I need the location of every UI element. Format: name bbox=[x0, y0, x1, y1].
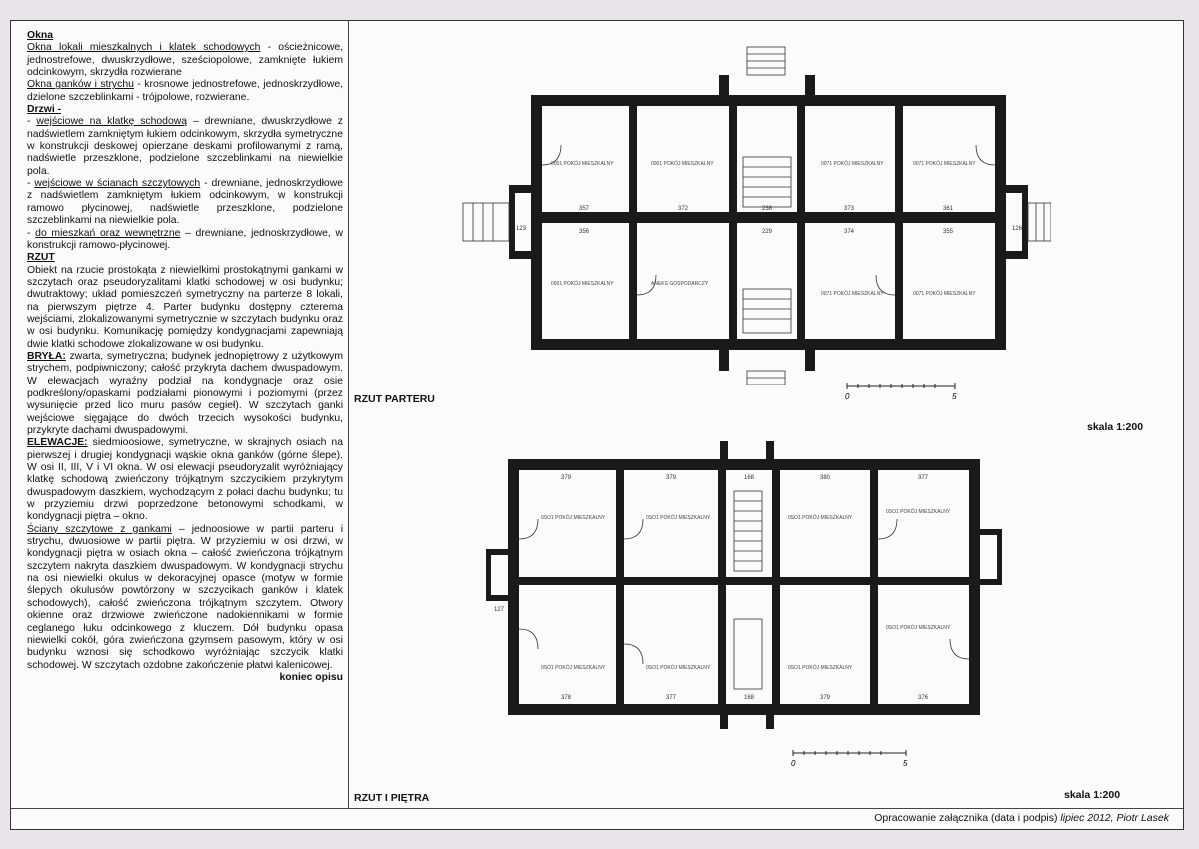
ground-scale-zero: 0 bbox=[845, 392, 850, 401]
first-floor-plan bbox=[466, 429, 1026, 729]
paragraph-sciany: Ściany szczytowe z gankami – jednoosiowe w partii parteru i strychu, dwuosiowe w partii piętra. W przyziemiu w osi drzwi, w kondygnacji piętra w osiach okna – całość zwieńczona trójkątnym szczytem nakryta daszkiem dwuspadowym. W kondygnacji strychu na osi niewielki okulus w dekoracyjnej opasce (motyw w formie ślepych okulusów powtórzony w szczycikach ganków i klatek schodowych), całość zwieńczona trójkątnym szczytem. Otwory okienne oraz drzwiowe zwieńczone nadokiennikami w formie ceglanego łuku odcinkowego z kluczem. Dół budynku opasa niewielki cokół, góra zwieńczona gzymsem pasowym, który w osi budynku wznosi się schodkowo wyróżniając szczycik klatki schodowej. W szczytach ozdobne zakończenie płatwi kalenicowej. bbox=[27, 523, 344, 671]
svg-text:0SO1 POKÓJ MIESZKALNY: 0SO1 POKÓJ MIESZKALNY bbox=[788, 515, 853, 521]
first-scale-bar-drawing bbox=[791, 748, 916, 774]
paragraph-okna-gankow: Okna ganków i strychu - krosnowe jednostrefowe, jednoskrzydłowe, dzielone szczeblinkami - trójpolowe, rozwierane. bbox=[27, 79, 344, 103]
dim-top-5: 361 bbox=[942, 206, 954, 212]
dim-side-left: 123 bbox=[515, 226, 527, 232]
ground-scale-bar bbox=[845, 381, 965, 412]
description-panel bbox=[27, 30, 343, 684]
paragraph-drzwi-klatka: - wejściowe na klatkę schodową – drewniane, dwuskrzydłowe z nadświetlem zamkniętym łukiem odcinkowym, skrzydła symetryczne w konstrukcji deskowej opierzane deskami profilowanymi z ramą, nadświetle przeszklone, podzielone szczeblinkami na niewielkie pola. bbox=[27, 116, 343, 177]
paragraph-rzut: Obiekt na rzucie prostokąta z niewielkimi prostokątnymi gankami w szczytach oraz pseudoryzalitami klatki schodowej w osi budynku; dwutraktowy; układ pomieszczeń symetryczny na parterze 8 lokali, na pierwszym piętrze 4. Parter budynku dostępny czterema wejściami, zlokalizowanymi symetrycznie w szczytach budynku oraz w osi budynku. Komunikację pomiędzy kondygnacjami zapewniają dwie klatki schodowe zlokalizowane w osi budynku. bbox=[27, 264, 343, 350]
panel-divider bbox=[348, 21, 349, 809]
first-dim-top-3: 168 bbox=[743, 475, 755, 481]
svg-text:0SO1 POKÓJ MIESZKALNY: 0SO1 POKÓJ MIESZKALNY bbox=[541, 665, 606, 671]
first-dim-bottom-4: 379 bbox=[819, 695, 831, 701]
svg-text:0SO1 POKÓJ MIESZKALNY: 0SO1 POKÓJ MIESZKALNY bbox=[788, 665, 853, 671]
first-dim-bottom-1: 378 bbox=[560, 695, 572, 701]
svg-text:0001 POKÓJ MIESZKALNY: 0001 POKÓJ MIESZKALNY bbox=[651, 161, 714, 167]
svg-text:0071 POKÓJ MIESZKALNY: 0071 POKÓJ MIESZKALNY bbox=[821, 161, 884, 167]
first-scale-zero: 0 bbox=[791, 759, 796, 768]
first-floor-drawing bbox=[466, 429, 1026, 729]
ground-floor-drawing bbox=[451, 45, 1051, 385]
dim-side-right: 126 bbox=[1011, 226, 1023, 232]
first-dim-bottom-2: 377 bbox=[665, 695, 677, 701]
paragraph-drzwi-mieszkan: - do mieszkań oraz wewnętrzne – drewniane, jednoskrzydłowe, w konstrukcji ramowo-płycinowej. bbox=[27, 227, 343, 251]
svg-text:0001 POKÓJ MIESZKALNY: 0001 POKÓJ MIESZKALNY bbox=[551, 281, 614, 287]
svg-text:0SO1 POKÓJ MIESZKALNY: 0SO1 POKÓJ MIESZKALNY bbox=[541, 515, 606, 521]
first-dim-top-4: 380 bbox=[819, 475, 831, 481]
paragraph-bryla: BRYŁA: zwarta, symetryczna; budynek jednopiętrowy z użytkowym strychem, podpiwniczony; całość przykryta dachem dwuspadowym. W elewacjach wyraźny podział na kondygnacje oraz osie podkreślony/opaskami podziałami pionowymi i poziomymi (przez wysunięcie przed lico muru pasów cegieł). W szczytach ganki wejściowe sięgające do dwóch trzecich wysokości budynku, przykryte dachami dwuspadowymi. bbox=[27, 350, 343, 436]
dim-mid-2: 229 bbox=[761, 229, 773, 235]
footer-signature: Opracowanie załącznika (data i podpis) lipiec 2012, Piotr Lasek bbox=[874, 812, 1169, 824]
first-dim-bottom-3: 168 bbox=[743, 695, 755, 701]
dim-mid-1: 356 bbox=[578, 229, 590, 235]
first-scale-five: 5 bbox=[903, 759, 908, 768]
dim-top-2: 372 bbox=[677, 206, 689, 212]
first-dim-top-5: 377 bbox=[917, 475, 929, 481]
first-plan-title: RZUT I PIĘTRA bbox=[354, 792, 430, 804]
svg-text:0SO1 POKÓJ MIESZKALNY: 0SO1 POKÓJ MIESZKALNY bbox=[646, 665, 711, 671]
svg-text:0071 POKÓJ MIESZKALNY: 0071 POKÓJ MIESZKALNY bbox=[913, 161, 976, 167]
footer-divider bbox=[11, 808, 1183, 809]
end-of-description: koniec opisu bbox=[279, 671, 343, 683]
section-heading-rzut: RZUT bbox=[27, 252, 55, 264]
svg-text:ANEKS GOSPODARCZY: ANEKS GOSPODARCZY bbox=[651, 281, 709, 287]
dim-mid-3: 374 bbox=[843, 229, 855, 235]
section-heading-okna: Okna bbox=[27, 30, 53, 41]
dim-top-3: 238 bbox=[761, 206, 773, 212]
ground-plan-title: RZUT PARTERU bbox=[354, 393, 435, 405]
dim-top-4: 373 bbox=[843, 206, 855, 212]
ground-scale-five: 5 bbox=[952, 392, 957, 401]
section-heading-drzwi: Drzwi - bbox=[27, 104, 62, 116]
ground-plan-scale: skala 1:200 bbox=[1087, 421, 1144, 433]
svg-text:0071 POKÓJ MIESZKALNY: 0071 POKÓJ MIESZKALNY bbox=[821, 291, 884, 297]
first-plan-scale: skala 1:200 bbox=[1064, 789, 1121, 801]
first-dim-top-2: 379 bbox=[665, 475, 677, 481]
ground-floor-plan bbox=[451, 45, 1051, 385]
ground-scale-bar-drawing bbox=[845, 381, 965, 407]
dim-mid-4: 355 bbox=[942, 229, 954, 235]
first-dim-bottom-5: 376 bbox=[917, 695, 929, 701]
svg-text:0001 POKÓJ MIESZKALNY: 0001 POKÓJ MIESZKALNY bbox=[551, 161, 614, 167]
svg-text:0SO1 POKÓJ MIESZKALNY: 0SO1 POKÓJ MIESZKALNY bbox=[886, 625, 951, 631]
drawing-sheet bbox=[10, 20, 1184, 830]
svg-text:0071 POKÓJ MIESZKALNY: 0071 POKÓJ MIESZKALNY bbox=[913, 291, 976, 297]
first-dim-side: 127 bbox=[493, 607, 505, 613]
paragraph-elewacje: ELEWACJE: siedmioosiowe, symetryczne, w skrajnych osiach na pierwszej i drugiej kondygnacji wąskie okna ganków (górne ślepe). W osi II, III, V i VI okna. W osi elewacji pseudoryzalit wyróżniający klatkę schodową zwieńczony trójkątnym szczycikiem przykrytym dwuspadowym daszkiem, wychodzącym z połaci dachu budynku; tu w przyziemiu drzwi poprzedzone betonowymi schodkami, w kondygnacji piętra – okno. bbox=[27, 437, 343, 523]
dim-top-1: 357 bbox=[578, 206, 590, 212]
svg-text:0SO1 POKÓJ MIESZKALNY: 0SO1 POKÓJ MIESZKALNY bbox=[646, 515, 711, 521]
svg-text:0SO1 POKÓJ MIESZKALNY: 0SO1 POKÓJ MIESZKALNY bbox=[886, 509, 951, 515]
first-dim-top-1: 379 bbox=[560, 475, 572, 481]
paragraph-drzwi-szczyt: - wejściowe w ścianach szczytowych - drewniane, jednoskrzydłowe z nadświetlem zamkniętym łukiem odcinkowym, w konstrukcji ramowo płycinowej, nadświetle przeszklone, podzielone szczeblinkami na niewielkie pola. bbox=[27, 178, 343, 227]
first-scale-bar bbox=[791, 748, 916, 779]
paragraph-okna-lokali: Okna lokali mieszkalnych i klatek schodowych - ościeżnicowe, jednostrefowe, dwuskrzydłowe, sześciopolowe, zamknięte łukiem odcinkowym, skrzydła rozwierane bbox=[27, 42, 343, 79]
